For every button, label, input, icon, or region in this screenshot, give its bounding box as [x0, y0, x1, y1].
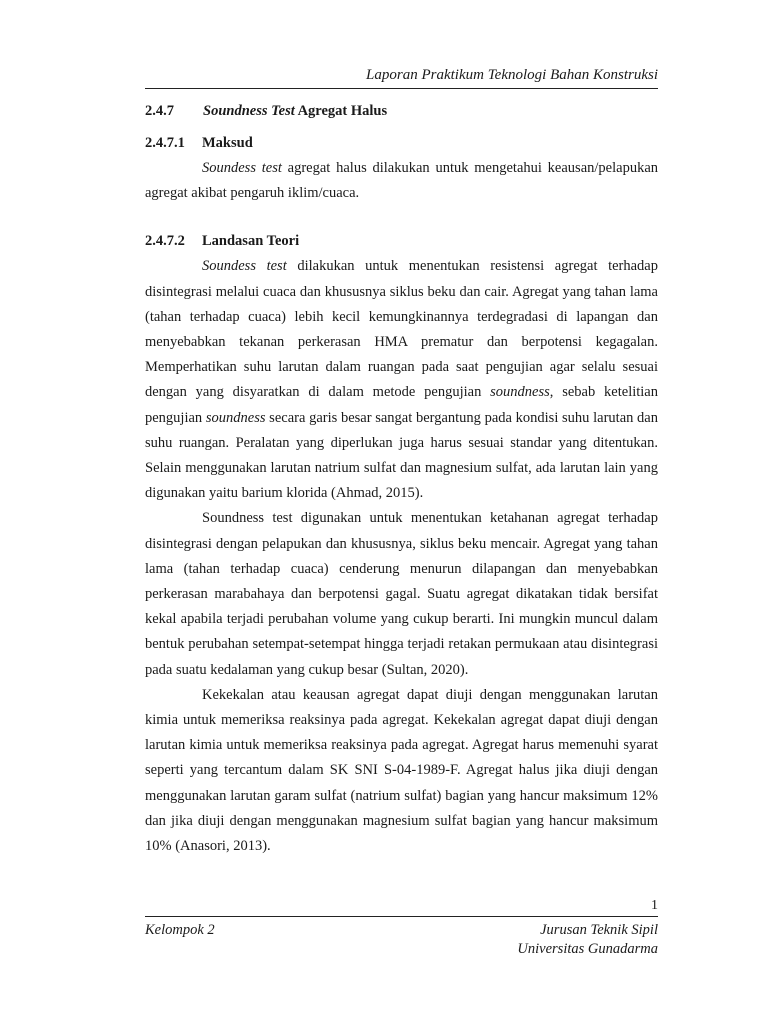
section-heading	[145, 102, 658, 120]
footer-department: Jurusan Teknik Sipil	[540, 922, 658, 938]
maksud-text: agregat halus dilakukan untuk mengetahui keausan/pelapukan agregat akibat pengaruh iklim/cuaca.	[145, 160, 659, 202]
page-footer	[145, 916, 658, 959]
document-body	[145, 102, 658, 859]
landasan-paragraph-3: Kekekalan atau keausan agregat dapat diuji dengan menggunakan larutan kimia untuk memeriksa reaksinya pada agregat. Kekekalan agregat dapat diuji dengan larutan kimia untuk memeriksa reaksinya pada agregat. Agregat harus memenuhi syarat seperti yang tercantum dalam SK SNI S-04-1989-F. Agregat halus jika diuji dengan menggunakan larutan garam sulfat (natrium sulfat) bagian yang hancur maksimum 12% dan jika diuji dengan menggunakan magnesium sulfat bagian yang hancur maksimum 10% (Anasori, 2013).	[145, 686, 658, 855]
page-header	[145, 66, 658, 89]
footer-left: Kelompok 2	[145, 922, 215, 938]
p1-text-b: , sebab ketelitian pengujian	[145, 384, 658, 426]
p1-term-soundness-1: soundness	[490, 384, 550, 401]
p1-text-a: dilakukan untuk menentukan resistensi agregat terhadap disintegrasi melalui cuaca dan khususnya siklus beku dan cair. Agregat yang tahan lama (tahan terhadap cuaca) lebih kecil kemungkinannya terdegradasi di lapangan dan menyebabkan tekanan perkerasan HMA prematur dan berpotensi kegagalan. Memperhatikan suhu larutan dalam ruangan pada saat pengujian agar selalu sesuai dengan yang disyaratkan di dalam metode pengujian	[145, 258, 658, 401]
section-title	[203, 102, 387, 120]
landasan-title: Landasan Teori	[202, 233, 300, 250]
section-title-rest: Agregat Halus	[294, 103, 388, 119]
p1-text-c: secara garis besar sangat bergantung pada kondisi suhu larutan dan suhu ruangan. Peralatan yang diperlukan juga harus sesuai standar yang ditentukan. Selain menggunakan larutan natrium sulfat dan magnesium sulfat, ada larutan lain yang digunakan yaitu barium klorida (Ahmad, 2015).	[145, 409, 658, 502]
landasan-paragraph-2: Soundness test digunakan untuk menentukan ketahanan agregat terhadap disintegrasi dengan pelapukan dan khususnya, siklus beku mencair. Agregat yang tahan lama (tahan terhadap cuaca) cenderung menurun dilapangan dan menyebabkan perkerasan marabahaya dan berpotensi gagal. Suatu agregat dikatakan tidak bersifat kekal apabila terjadi perubahan volume yang cukup berarti. Ini mungkin muncul dalam bentuk perubahan setempat-setempat hingga terjadi retakan permukaan atau disintegrasi pada suatu kedalaman yang cukup besar (Sultan, 2020).	[145, 510, 658, 678]
section-title-italic: Soundness Test	[203, 103, 295, 119]
header-title: Laporan Praktikum Teknologi Bahan Konstruksi	[366, 67, 658, 83]
page-number: 1	[651, 898, 658, 913]
p1-term-soundness-2: soundness	[205, 409, 266, 426]
landasan-heading	[145, 232, 658, 250]
footer-right	[517, 921, 658, 959]
landasan-paragraph-1	[145, 254, 658, 506]
maksud-term: Soundess test	[202, 160, 282, 176]
maksud-number: 2.4.7.1	[145, 135, 185, 151]
p1-term: Soundess test	[202, 258, 287, 275]
footer-university: Universitas Gunadarma	[517, 941, 658, 957]
maksud-title: Maksud	[202, 135, 253, 151]
section-number: 2.4.7	[145, 103, 174, 119]
maksud-paragraph	[145, 156, 658, 206]
landasan-number: 2.4.7.2	[145, 233, 185, 250]
maksud-heading	[145, 134, 658, 152]
